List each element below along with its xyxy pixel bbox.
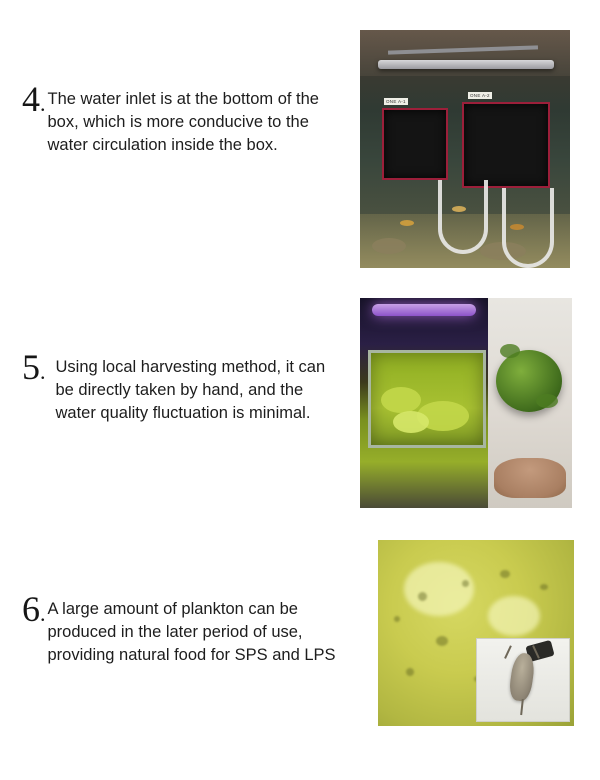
water-tube-right xyxy=(502,188,554,268)
plankton-speck xyxy=(500,570,510,578)
feature-text-block-5 xyxy=(22,347,348,425)
feature-item-4 xyxy=(22,79,362,157)
fish xyxy=(400,220,414,226)
rock xyxy=(372,238,406,254)
filter-box-left xyxy=(382,108,448,180)
copepod-inset xyxy=(476,638,570,722)
algae-tank-panel xyxy=(360,298,488,508)
feature-item-5 xyxy=(22,347,362,425)
chaeto-ball-panel xyxy=(488,298,572,508)
plankton-speck xyxy=(418,592,427,601)
hang-on-filter-boxes-photo xyxy=(360,30,570,268)
water-tube-left xyxy=(438,180,488,254)
filter-box-left-label: ONE A-1 xyxy=(386,99,406,104)
copepod-tail xyxy=(520,699,523,715)
feature-text-block-6 xyxy=(22,589,348,667)
list-number-5: 5. xyxy=(22,347,46,387)
copepod xyxy=(508,652,536,703)
list-number-4: 4. xyxy=(22,79,46,119)
algae-clump xyxy=(381,387,421,413)
plankton-speck xyxy=(540,584,548,590)
algae-tuft xyxy=(500,344,520,358)
light-spot xyxy=(404,562,474,616)
filter-box-right xyxy=(462,102,550,188)
plankton-speck xyxy=(394,616,400,622)
feature-item-6 xyxy=(22,589,362,667)
feature-description-6: A large amount of plankton can be produced in the later period of use, providing natural food for SPS and LPS xyxy=(47,600,336,664)
algae-tuft xyxy=(536,394,558,408)
plankton-speck xyxy=(406,668,414,676)
algae-tank-and-chaeto-ball-photo xyxy=(360,298,572,508)
filter-box-right-label: ONE A-2 xyxy=(470,93,490,98)
light-spot xyxy=(488,596,540,636)
purple-grow-light xyxy=(372,304,476,316)
plankton-speck xyxy=(436,636,448,646)
plankton-speck xyxy=(462,580,469,587)
led-light-bar xyxy=(378,60,554,69)
feature-text-block-4 xyxy=(22,79,340,157)
plankton-micrograph-photo xyxy=(378,540,574,726)
feature-description-4: The water inlet is at the bottom of the box, which is more conducive to the water circulation inside the box. xyxy=(47,90,319,154)
copepod-antenna xyxy=(504,645,511,658)
list-number-6: 6. xyxy=(22,589,46,629)
feature-description-5: Using local harvesting method, it can be directly taken by hand, and the water quality fluctuation is minimal. xyxy=(55,358,326,422)
refugium-tank xyxy=(368,350,486,448)
hand xyxy=(494,458,566,498)
algae-clump xyxy=(393,411,429,433)
